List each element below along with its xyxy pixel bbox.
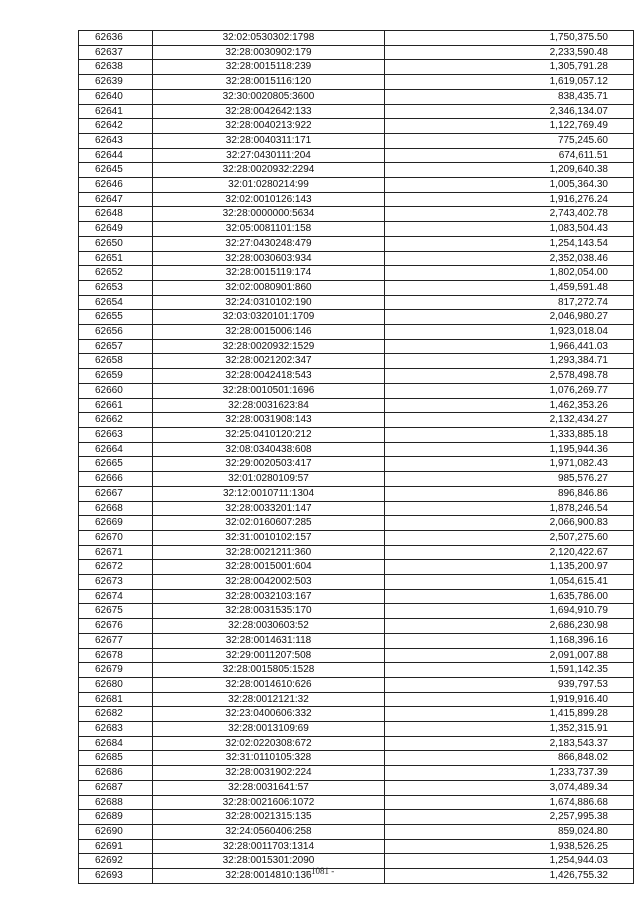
table-row	[79, 751, 634, 766]
cadastral-number-cell: 32:28:0031908:143	[153, 413, 385, 428]
row-id-cell: 62636	[79, 31, 153, 46]
row-id-cell: 62638	[79, 60, 153, 75]
cadastral-value-cell: 1,591,142.35	[385, 663, 634, 678]
row-id-cell: 62655	[79, 310, 153, 325]
cadastral-number-cell: 32:28:0015006:146	[153, 325, 385, 340]
cadastral-value-cell: 1,919,916.40	[385, 692, 634, 707]
table-row	[79, 339, 634, 354]
row-id-cell: 62679	[79, 663, 153, 678]
row-id-cell: 62686	[79, 766, 153, 781]
cadastral-value-cell: 1,966,441.03	[385, 339, 634, 354]
row-id-cell: 62640	[79, 89, 153, 104]
row-id-cell: 62664	[79, 442, 153, 457]
table-row	[79, 530, 634, 545]
table-row	[79, 575, 634, 590]
cadastral-number-cell: 32:23:0400606:332	[153, 707, 385, 722]
cadastral-value-cell: 2,257,995.38	[385, 810, 634, 825]
cadastral-number-cell: 32:28:0014631:118	[153, 633, 385, 648]
row-id-cell: 62684	[79, 736, 153, 751]
cadastral-number-cell: 32:28:0031535:170	[153, 604, 385, 619]
cadastral-number-cell: 32:28:0014610:626	[153, 677, 385, 692]
table-row	[79, 839, 634, 854]
table-row	[79, 677, 634, 692]
table-row	[79, 766, 634, 781]
cadastral-number-cell: 32:28:0010501:1696	[153, 383, 385, 398]
cadastral-value-cell: 1,938,526.25	[385, 839, 634, 854]
row-id-cell: 62668	[79, 501, 153, 516]
table-row	[79, 280, 634, 295]
cadastral-number-cell: 32:27:0430111:204	[153, 148, 385, 163]
cadastral-number-cell: 32:28:0015118:239	[153, 60, 385, 75]
cadastral-value-cell: 1,076,269.77	[385, 383, 634, 398]
cadastral-value-cell: 1,619,057.12	[385, 75, 634, 90]
table-row	[79, 589, 634, 604]
cadastral-number-cell: 32:28:0021315:135	[153, 810, 385, 825]
cadastral-number-cell: 32:28:0030603:52	[153, 619, 385, 634]
cadastral-number-cell: 32:02:0220308:672	[153, 736, 385, 751]
row-id-cell: 62641	[79, 104, 153, 119]
row-id-cell: 62670	[79, 530, 153, 545]
cadastral-value-cell: 2,066,900.83	[385, 516, 634, 531]
cadastral-number-cell: 32:01:0280214:99	[153, 178, 385, 193]
row-id-cell: 62678	[79, 648, 153, 663]
row-id-cell: 62647	[79, 192, 153, 207]
table-row	[79, 545, 634, 560]
row-id-cell: 62657	[79, 339, 153, 354]
table-row	[79, 824, 634, 839]
cadastral-number-cell: 32:30:0020805:3600	[153, 89, 385, 104]
cadastral-value-cell: 1,426,755.32	[385, 869, 634, 884]
cadastral-number-cell: 32:28:0000000:5634	[153, 207, 385, 222]
cadastral-value-cell: 866,848.02	[385, 751, 634, 766]
table-row	[79, 501, 634, 516]
table-row	[79, 119, 634, 134]
cadastral-value-cell: 1,352,315.91	[385, 722, 634, 737]
cadastral-number-cell: 32:28:0032103:167	[153, 589, 385, 604]
row-id-cell: 62637	[79, 45, 153, 60]
table-row	[79, 707, 634, 722]
cadastral-value-cell: 2,578,498.78	[385, 369, 634, 384]
cadastral-number-cell: 32:28:0031902:224	[153, 766, 385, 781]
table-body	[79, 31, 634, 884]
cadastral-number-cell: 32:02:0160607:285	[153, 516, 385, 531]
cadastral-number-cell: 32:28:0011703:1314	[153, 839, 385, 854]
table-row	[79, 31, 634, 46]
table-row	[79, 722, 634, 737]
row-id-cell: 62681	[79, 692, 153, 707]
row-id-cell: 62673	[79, 575, 153, 590]
table-row	[79, 222, 634, 237]
row-id-cell: 62677	[79, 633, 153, 648]
row-id-cell: 62652	[79, 266, 153, 281]
table-row	[79, 663, 634, 678]
cadastral-value-cell: 1,254,944.03	[385, 854, 634, 869]
row-id-cell: 62683	[79, 722, 153, 737]
table-row	[79, 633, 634, 648]
cadastral-number-cell: 32:28:0020932:2294	[153, 163, 385, 178]
table-row	[79, 325, 634, 340]
cadastral-number-cell: 32:28:0015001:604	[153, 560, 385, 575]
cadastral-number-cell: 32:28:0012121:32	[153, 692, 385, 707]
table-row	[79, 310, 634, 325]
table-row	[79, 45, 634, 60]
cadastral-value-cell: 1,209,640.38	[385, 163, 634, 178]
cadastral-number-cell: 32:03:0320101:1709	[153, 310, 385, 325]
cadastral-number-cell: 32:28:0021606:1072	[153, 795, 385, 810]
cadastral-value-cell: 2,346,134.07	[385, 104, 634, 119]
row-id-cell: 62661	[79, 398, 153, 413]
cadastral-value-cell: 2,743,402.78	[385, 207, 634, 222]
cadastral-number-cell: 32:01:0280109:57	[153, 472, 385, 487]
cadastral-number-cell: 32:28:0021202:347	[153, 354, 385, 369]
table-row	[79, 472, 634, 487]
cadastral-number-cell: 32:28:0015116:120	[153, 75, 385, 90]
cadastral-value-cell: 1,459,591.48	[385, 280, 634, 295]
table-row	[79, 780, 634, 795]
cadastral-value-cell: 1,878,246.54	[385, 501, 634, 516]
cadastral-number-cell: 32:28:0040311:171	[153, 133, 385, 148]
cadastral-number-cell: 32:29:0020503:417	[153, 457, 385, 472]
cadastral-number-cell: 32:25:0410120:212	[153, 427, 385, 442]
table-row	[79, 148, 634, 163]
cadastral-value-cell: 859,024.80	[385, 824, 634, 839]
row-id-cell: 62687	[79, 780, 153, 795]
table-row	[79, 810, 634, 825]
row-id-cell: 62666	[79, 472, 153, 487]
cadastral-table	[78, 30, 634, 884]
cadastral-value-cell: 2,686,230.98	[385, 619, 634, 634]
cadastral-number-cell: 32:28:0015119:174	[153, 266, 385, 281]
cadastral-value-cell: 3,074,489.34	[385, 780, 634, 795]
cadastral-number-cell: 32:28:0030902:179	[153, 45, 385, 60]
row-id-cell: 62690	[79, 824, 153, 839]
row-id-cell: 62688	[79, 795, 153, 810]
cadastral-number-cell: 32:28:0014810:136	[153, 869, 385, 884]
row-id-cell: 62644	[79, 148, 153, 163]
row-id-cell: 62659	[79, 369, 153, 384]
row-id-cell: 62648	[79, 207, 153, 222]
table-row	[79, 604, 634, 619]
table-row	[79, 486, 634, 501]
cadastral-number-cell: 32:28:0040213:922	[153, 119, 385, 134]
cadastral-number-cell: 32:02:0530302:1798	[153, 31, 385, 46]
cadastral-value-cell: 896,846.86	[385, 486, 634, 501]
cadastral-value-cell: 1,971,082.43	[385, 457, 634, 472]
row-id-cell: 62645	[79, 163, 153, 178]
row-id-cell: 62685	[79, 751, 153, 766]
row-id-cell: 62672	[79, 560, 153, 575]
cadastral-number-cell: 32:28:0030603:934	[153, 251, 385, 266]
table-row	[79, 619, 634, 634]
table-row	[79, 133, 634, 148]
row-id-cell: 62667	[79, 486, 153, 501]
cadastral-number-cell: 32:28:0042002:503	[153, 575, 385, 590]
row-id-cell: 62653	[79, 280, 153, 295]
cadastral-number-cell: 32:02:0080901:860	[153, 280, 385, 295]
cadastral-value-cell: 985,576.27	[385, 472, 634, 487]
cadastral-value-cell: 1,168,396.16	[385, 633, 634, 648]
row-id-cell: 62650	[79, 236, 153, 251]
table-row	[79, 75, 634, 90]
row-id-cell: 62680	[79, 677, 153, 692]
cadastral-value-cell: 1,694,910.79	[385, 604, 634, 619]
row-id-cell: 62675	[79, 604, 153, 619]
page-number: - 1081 -	[305, 866, 335, 876]
cadastral-number-cell: 32:28:0042418:543	[153, 369, 385, 384]
row-id-cell: 62663	[79, 427, 153, 442]
row-id-cell: 62654	[79, 295, 153, 310]
cadastral-value-cell: 1,415,899.28	[385, 707, 634, 722]
row-id-cell: 62642	[79, 119, 153, 134]
table-row	[79, 383, 634, 398]
cadastral-value-cell: 1,333,885.18	[385, 427, 634, 442]
cadastral-number-cell: 32:31:0110105:328	[153, 751, 385, 766]
cadastral-value-cell: 1,083,504.43	[385, 222, 634, 237]
table-row	[79, 516, 634, 531]
cadastral-value-cell: 1,254,143.54	[385, 236, 634, 251]
row-id-cell: 62662	[79, 413, 153, 428]
table-row	[79, 795, 634, 810]
row-id-cell: 62643	[79, 133, 153, 148]
cadastral-value-cell: 1,054,615.41	[385, 575, 634, 590]
cadastral-number-cell: 32:28:0031623:84	[153, 398, 385, 413]
table-row	[79, 295, 634, 310]
cadastral-value-cell: 1,462,353.26	[385, 398, 634, 413]
table-row	[79, 354, 634, 369]
cadastral-number-cell: 32:27:0430248:479	[153, 236, 385, 251]
row-id-cell: 62651	[79, 251, 153, 266]
cadastral-value-cell: 2,352,038.46	[385, 251, 634, 266]
table-row	[79, 60, 634, 75]
row-id-cell: 62649	[79, 222, 153, 237]
table-row	[79, 178, 634, 193]
row-id-cell: 62692	[79, 854, 153, 869]
table-row	[79, 692, 634, 707]
table-row	[79, 89, 634, 104]
cadastral-value-cell: 1,802,054.00	[385, 266, 634, 281]
cadastral-value-cell: 1,195,944.36	[385, 442, 634, 457]
table-row	[79, 192, 634, 207]
table-row	[79, 413, 634, 428]
cadastral-value-cell: 1,122,769.49	[385, 119, 634, 134]
row-id-cell: 62658	[79, 354, 153, 369]
cadastral-value-cell: 2,046,980.27	[385, 310, 634, 325]
cadastral-number-cell: 32:28:0013109:69	[153, 722, 385, 737]
cadastral-value-cell: 1,750,375.50	[385, 31, 634, 46]
row-id-cell: 62665	[79, 457, 153, 472]
cadastral-value-cell: 775,245.60	[385, 133, 634, 148]
cadastral-value-cell: 1,635,786.00	[385, 589, 634, 604]
cadastral-value-cell: 939,797.53	[385, 677, 634, 692]
table-row	[79, 648, 634, 663]
table-row	[79, 236, 634, 251]
cadastral-value-cell: 2,507,275.60	[385, 530, 634, 545]
row-id-cell: 62660	[79, 383, 153, 398]
cadastral-number-cell: 32:28:0031641:57	[153, 780, 385, 795]
cadastral-number-cell: 32:28:0042642:133	[153, 104, 385, 119]
cadastral-number-cell: 32:28:0015301:2090	[153, 854, 385, 869]
row-id-cell: 62639	[79, 75, 153, 90]
row-id-cell: 62646	[79, 178, 153, 193]
table-row	[79, 207, 634, 222]
cadastral-number-cell: 32:02:0010126:143	[153, 192, 385, 207]
cadastral-value-cell: 1,674,886.68	[385, 795, 634, 810]
cadastral-number-cell: 32:28:0021211:360	[153, 545, 385, 560]
cadastral-value-cell: 1,135,200.97	[385, 560, 634, 575]
table-row	[79, 398, 634, 413]
row-id-cell: 62674	[79, 589, 153, 604]
row-id-cell: 62691	[79, 839, 153, 854]
cadastral-value-cell: 1,233,737.39	[385, 766, 634, 781]
table-row	[79, 251, 634, 266]
cadastral-value-cell: 1,293,384.71	[385, 354, 634, 369]
row-id-cell: 62689	[79, 810, 153, 825]
cadastral-number-cell: 32:08:0340438:608	[153, 442, 385, 457]
cadastral-number-cell: 32:31:0010102:157	[153, 530, 385, 545]
cadastral-value-cell: 1,923,018.04	[385, 325, 634, 340]
cadastral-number-cell: 32:24:0310102:190	[153, 295, 385, 310]
cadastral-value-cell: 674,611.51	[385, 148, 634, 163]
cadastral-number-cell: 32:24:0560406:258	[153, 824, 385, 839]
row-id-cell: 62693	[79, 869, 153, 884]
table-row	[79, 427, 634, 442]
cadastral-number-cell: 32:28:0020932:1529	[153, 339, 385, 354]
table-row	[79, 736, 634, 751]
cadastral-value-cell: 2,132,434.27	[385, 413, 634, 428]
row-id-cell: 62656	[79, 325, 153, 340]
row-id-cell: 62676	[79, 619, 153, 634]
cadastral-number-cell: 32:28:0033201:147	[153, 501, 385, 516]
cadastral-value-cell: 838,435.71	[385, 89, 634, 104]
cadastral-value-cell: 1,916,276.24	[385, 192, 634, 207]
cadastral-value-cell: 2,233,590.48	[385, 45, 634, 60]
table-row	[79, 369, 634, 384]
row-id-cell: 62671	[79, 545, 153, 560]
cadastral-value-cell: 1,005,364.30	[385, 178, 634, 193]
cadastral-number-cell: 32:28:0015805:1528	[153, 663, 385, 678]
cadastral-value-cell: 2,183,543.37	[385, 736, 634, 751]
cadastral-value-cell: 2,091,007.88	[385, 648, 634, 663]
table-row	[79, 442, 634, 457]
cadastral-number-cell: 32:12:0010711:1304	[153, 486, 385, 501]
table-row	[79, 560, 634, 575]
table-row	[79, 163, 634, 178]
table-row	[79, 266, 634, 281]
cadastral-number-cell: 32:29:0011207:508	[153, 648, 385, 663]
cadastral-value-cell: 2,120,422.67	[385, 545, 634, 560]
row-id-cell: 62682	[79, 707, 153, 722]
row-id-cell: 62669	[79, 516, 153, 531]
table-row	[79, 457, 634, 472]
cadastral-number-cell: 32:05:0081101:158	[153, 222, 385, 237]
table-row	[79, 104, 634, 119]
cadastral-value-cell: 1,305,791.28	[385, 60, 634, 75]
cadastral-value-cell: 817,272.74	[385, 295, 634, 310]
